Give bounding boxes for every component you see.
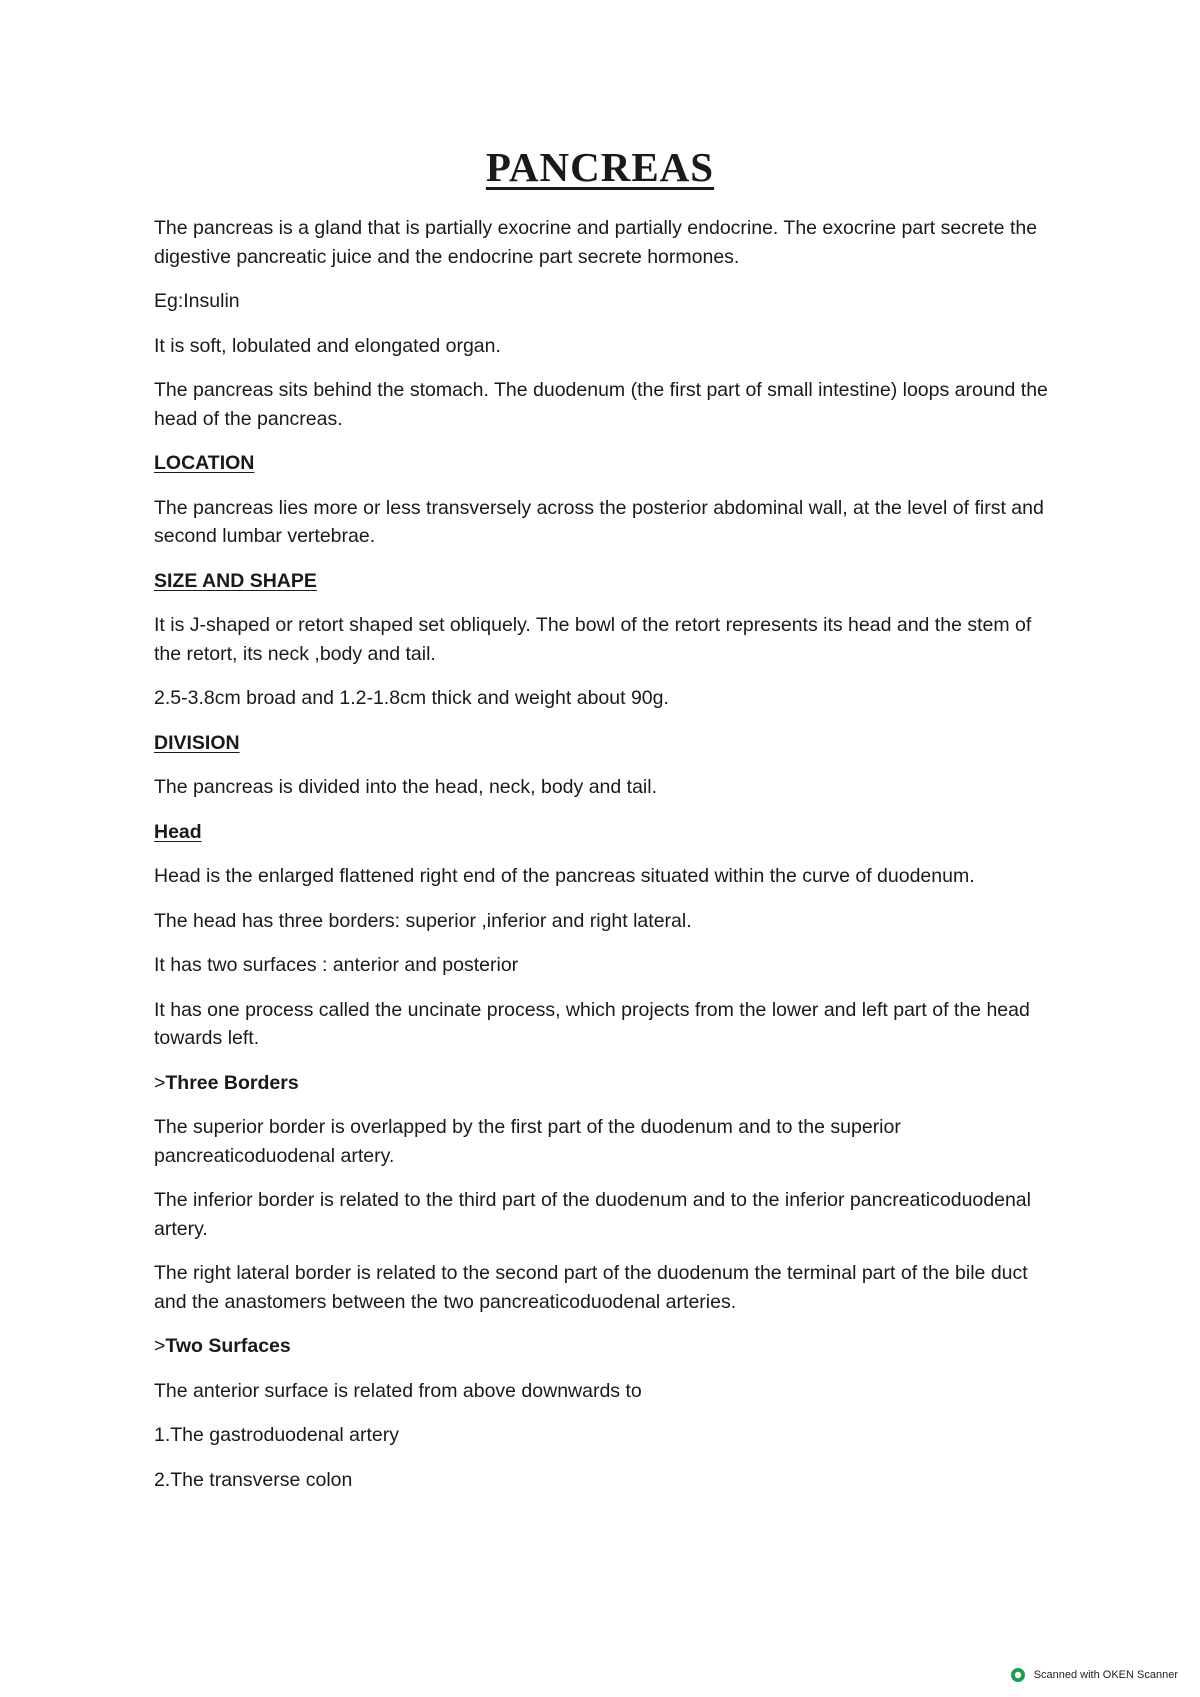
texture-paragraph: It is soft, lobulated and elongated organ. <box>154 334 501 357</box>
size-heading: SIZE AND SHAPE <box>154 569 317 592</box>
title-text: PANCREAS <box>485 144 715 190</box>
size-dimensions-paragraph: 2.5-3.8cm broad and 1.2-1.8cm thick and weight about 90g. <box>154 687 669 709</box>
location-heading: LOCATION <box>154 452 255 474</box>
right-lateral-border-paragraph: The right lateral border is related to the second part of the duodenum the terminal part of the bile duct and the anastomers between the two pancreaticoduodenal arteries. <box>154 1262 1028 1313</box>
head-heading: Head <box>154 820 202 843</box>
three-borders-title: Three Borders <box>165 1071 299 1094</box>
intro-paragraph: The pancreas is a gland that is partially exocrine and partially endocrine. The exocrine part secrete the digestive pancreatic juice and the endocrine part secrete hormones. <box>154 217 1038 268</box>
head-paragraph: Head is the enlarged flattened right end of the pancreas situated within the curve of duodenum. <box>154 865 975 887</box>
position-paragraph: The pancreas sits behind the stomach. The duodenum (the first part of small intestine) loops around the head of the pancreas. <box>154 379 1048 430</box>
list-item-transverse-colon: 2.The transverse colon <box>154 1468 353 1491</box>
two-surfaces-prefix: > <box>154 1335 166 1357</box>
division-heading: DIVISION <box>154 731 240 754</box>
inferior-border-paragraph: The inferior border is related to the third part of the duodenum and to the inferior pancreaticoduodenal artery. <box>154 1189 1031 1240</box>
location-paragraph: The pancreas lies more or less transversely across the posterior abdominal wall, at the level of first and second lumbar vertebrae. <box>154 496 1044 547</box>
scanner-text: Scanned with OKEN Scanner <box>1033 1669 1178 1681</box>
head-surfaces-paragraph: It has two surfaces : anterior and posterior <box>154 954 519 976</box>
example-paragraph: Eg:Insulin <box>154 290 240 312</box>
three-borders-prefix: > <box>154 1071 166 1094</box>
scanner-watermark <box>1010 1667 1178 1683</box>
two-surfaces-heading <box>154 1332 1054 1361</box>
list-item-gastroduodenal: 1.The gastroduodenal artery <box>154 1424 399 1446</box>
document-body <box>154 214 1054 1510</box>
page-title <box>0 143 1200 191</box>
head-borders-paragraph: The head has three borders: superior ,inferior and right lateral. <box>154 909 692 932</box>
head-process-paragraph: It has one process called the uncinate process, which projects from the lower and left part of the head towards left. <box>154 998 1030 1049</box>
two-surfaces-title: Two Surfaces <box>165 1335 291 1357</box>
size-paragraph: It is J-shaped or retort shaped set obliquely. The bowl of the retort represents its head and the stem of the retort, its neck ,body and tail. <box>154 614 1032 665</box>
scanner-logo-icon <box>1010 1667 1026 1683</box>
division-paragraph: The pancreas is divided into the head, neck, body and tail. <box>154 776 657 798</box>
superior-border-paragraph: The superior border is overlapped by the first part of the duodenum and to the superior pancreaticoduodenal artery. <box>154 1116 901 1167</box>
three-borders-heading <box>154 1069 1054 1098</box>
anterior-surface-paragraph: The anterior surface is related from above downwards to <box>154 1379 642 1402</box>
